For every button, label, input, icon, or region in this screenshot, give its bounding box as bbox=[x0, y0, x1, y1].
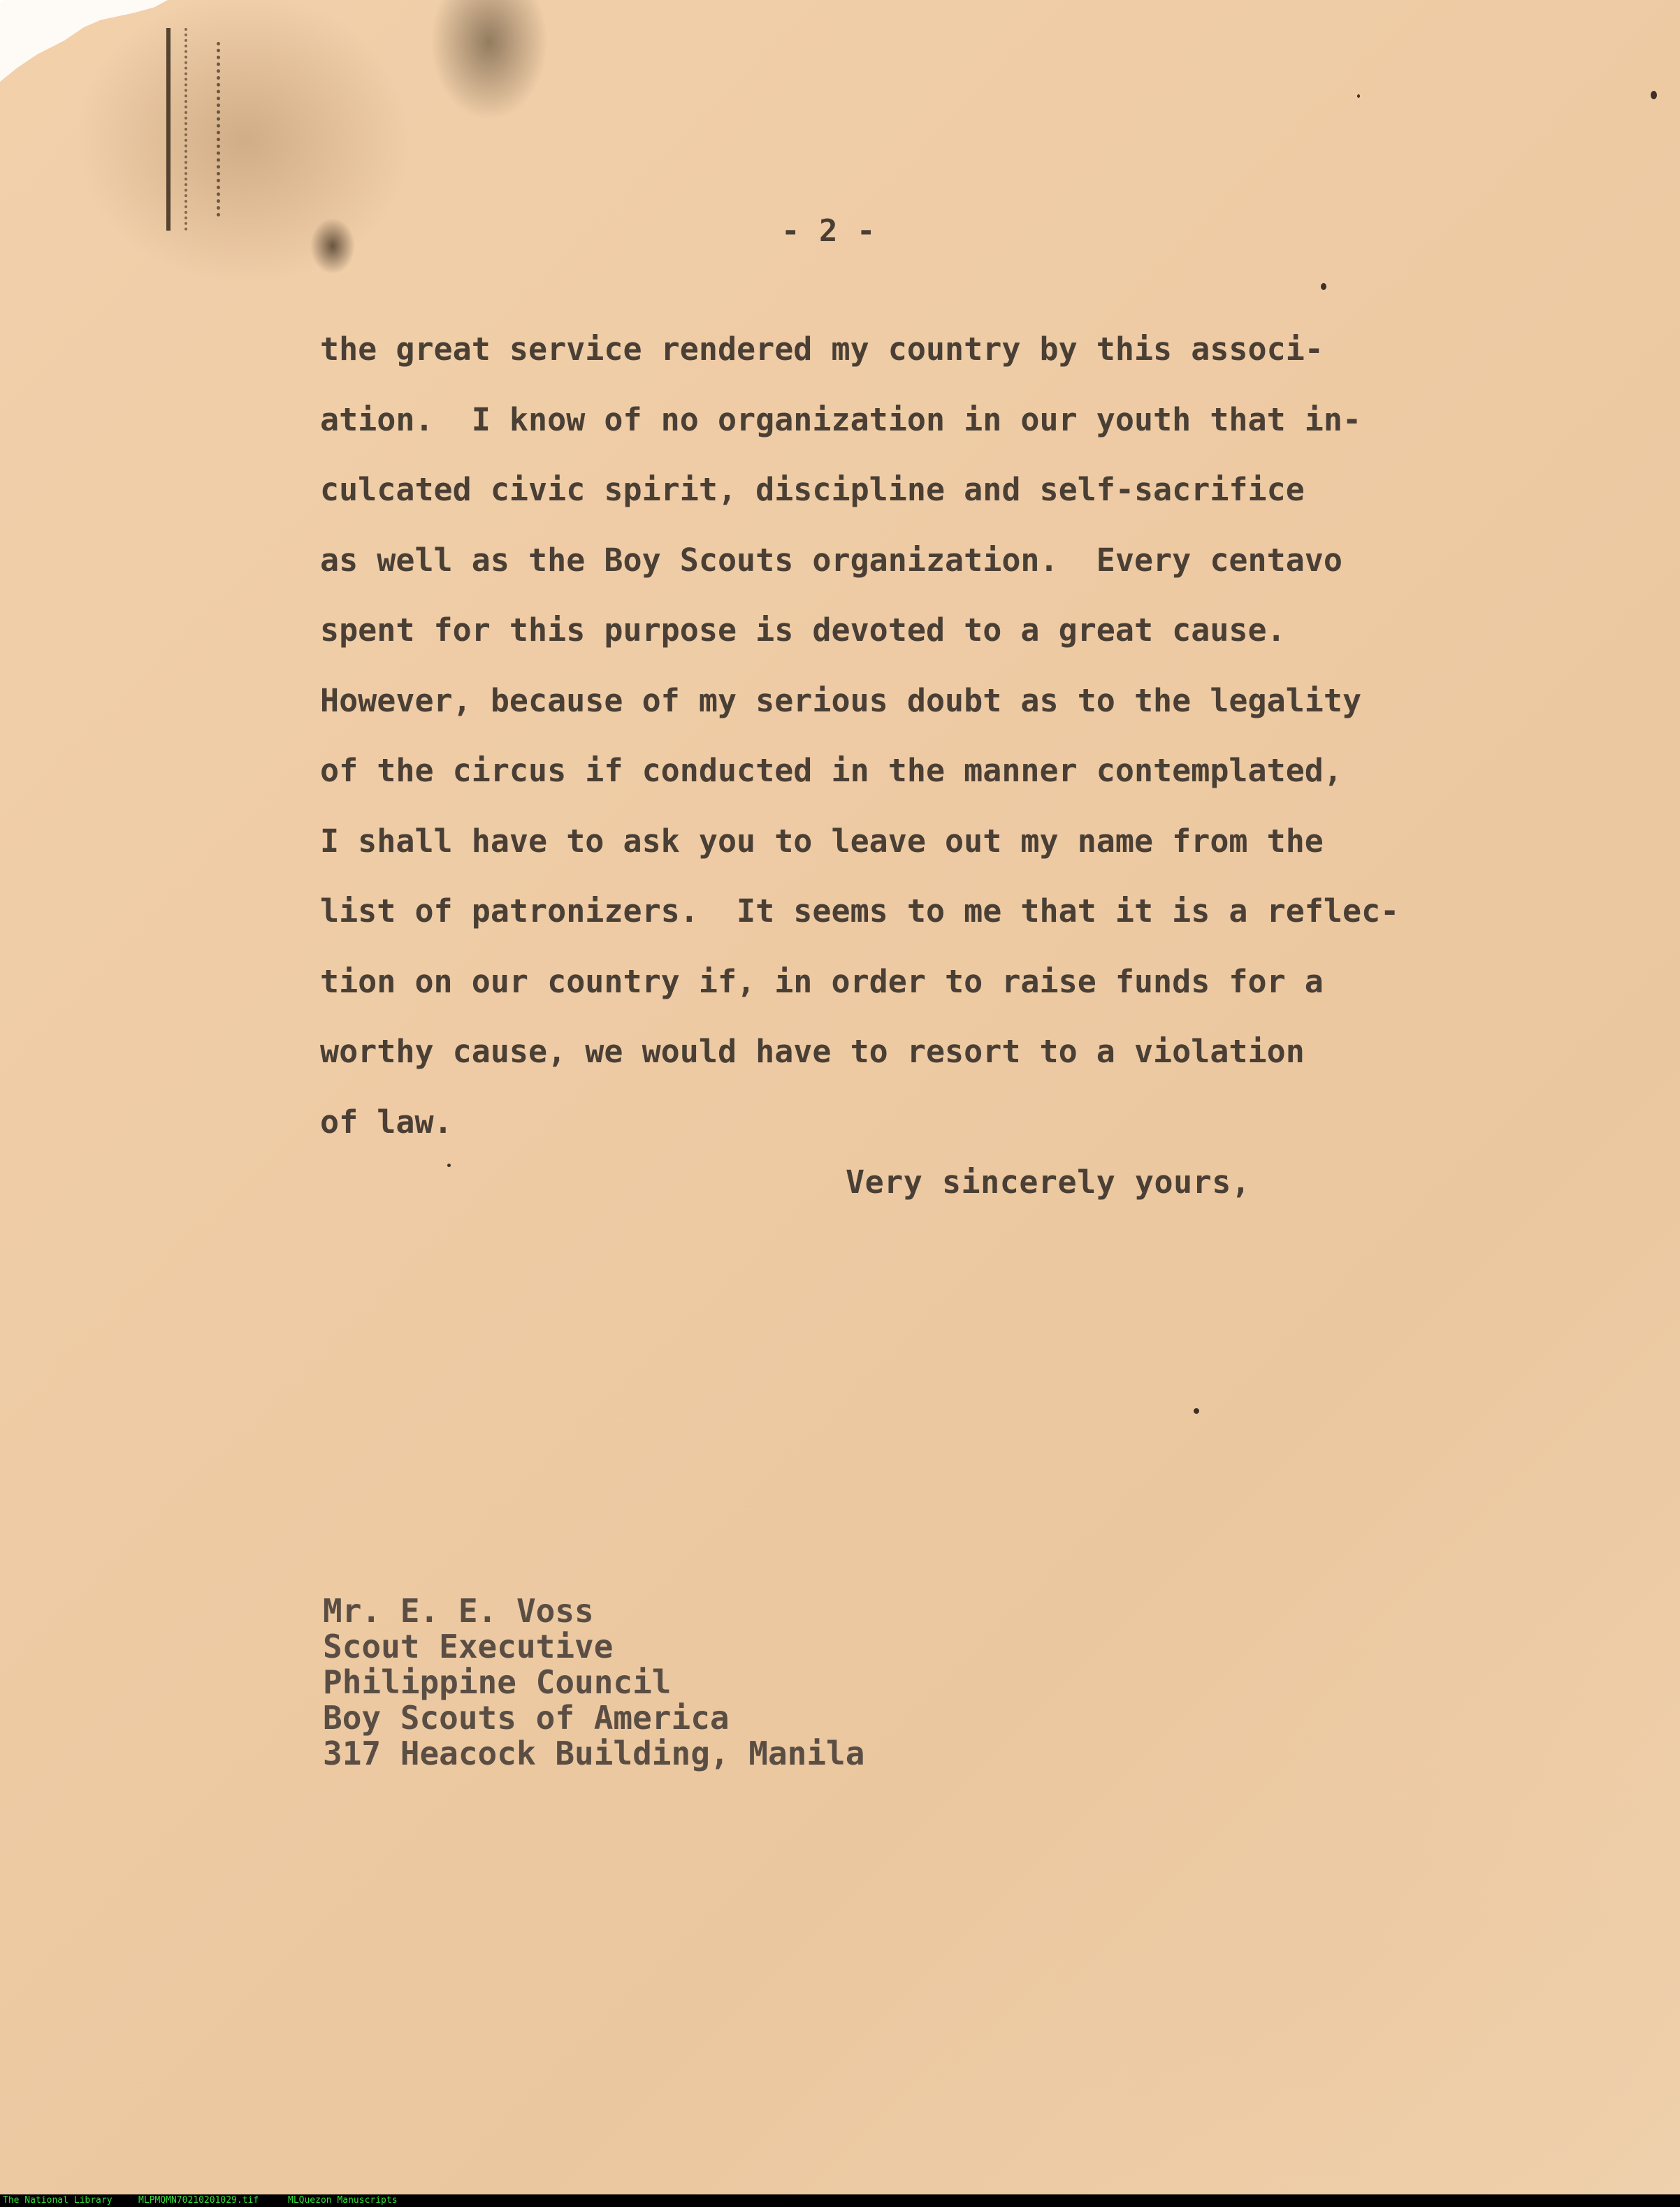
letter-body bbox=[320, 314, 1550, 1157]
tear-mark bbox=[217, 42, 227, 217]
torn-corner bbox=[0, 0, 168, 91]
address-line: Scout Executive bbox=[323, 1628, 614, 1665]
tear-mark bbox=[166, 28, 187, 231]
footer-library: The National Library bbox=[3, 2195, 113, 2206]
closing-salutation: Very sincerely yours, bbox=[846, 1164, 1251, 1201]
body-line: I shall have to ask you to leave out my name from the bbox=[320, 822, 1324, 860]
body-line: culcated civic spirit, discipline and self-sacrifice bbox=[320, 471, 1305, 508]
address-line: Boy Scouts of America bbox=[323, 1699, 730, 1737]
page-number: - 2 - bbox=[781, 213, 876, 249]
ink-speck bbox=[1357, 94, 1360, 98]
body-line: tion on our country if, in order to raise funds for a bbox=[320, 962, 1324, 1000]
body-line: the great service rendered my country by this associ- bbox=[320, 331, 1324, 368]
recipient-address bbox=[323, 1593, 864, 1772]
body-line: of the circus if conducted in the manner contemplated, bbox=[320, 752, 1342, 789]
body-line: ation. I know of no organization in our youth that in- bbox=[320, 400, 1362, 438]
body-line: spent for this purpose is devoted to a great cause. bbox=[320, 612, 1286, 649]
body-line: of law. bbox=[320, 1103, 453, 1141]
ink-speck bbox=[1321, 283, 1326, 290]
footer-collection: MLQuezon Manuscripts bbox=[288, 2195, 398, 2206]
body-line: However, because of my serious doubt as to the legality bbox=[320, 681, 1362, 719]
address-line: Mr. E. E. Voss bbox=[323, 1592, 594, 1630]
ink-speck bbox=[1651, 91, 1657, 99]
footer-file-id: MLPMQMN70210201029.tif bbox=[138, 2195, 259, 2206]
scan-footer bbox=[0, 2194, 1680, 2207]
body-line: worthy cause, we would have to resort to a violation bbox=[320, 1033, 1305, 1070]
address-line: 317 Heacock Building, Manila bbox=[323, 1735, 865, 1772]
ink-speck bbox=[447, 1164, 451, 1167]
address-line: Philippine Council bbox=[323, 1663, 672, 1701]
body-line: list of patronizers. It seems to me that it is a reflec- bbox=[320, 892, 1400, 929]
body-line: as well as the Boy Scouts organization. Every centavo bbox=[320, 541, 1342, 579]
ink-speck bbox=[1194, 1408, 1199, 1414]
